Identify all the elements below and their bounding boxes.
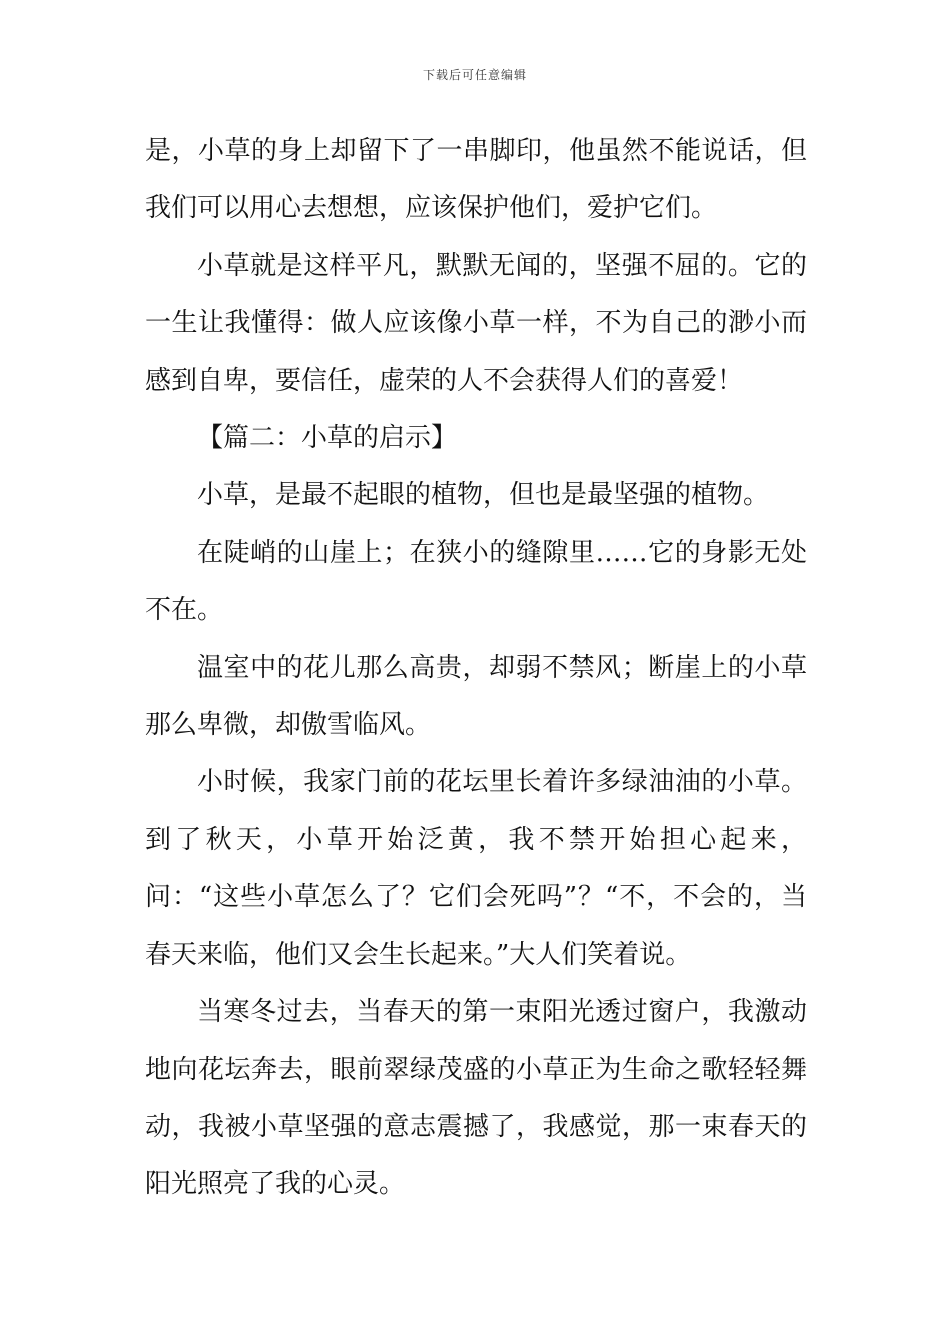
paragraph-3: 小草，是最不起眼的植物，但也是最坚强的植物。 (197, 480, 770, 511)
paragraph-6: 小时候，我家门前的花坛里长着许多绿油油的小草。到了秋天，小草开始泛黄，我不禁开始担心起来，问：“这些小草怎么了？它们会死吗”？“不，不会的，当春天来临，他们又会生长起来。”大人们笑着说。 (145, 767, 807, 970)
document-body (145, 123, 807, 1214)
paragraph-7: 当寒冬过去，当春天的第一束阳光透过窗户，我激动地向花坛奔去，眼前翠绿茂盛的小草正为生命之歌轻轻舞动，我被小草坚强的意志震撼了，我感觉，那一束春天的阳光照亮了我的心灵。 (145, 997, 807, 1200)
paragraph-4: 在陡峭的山崖上；在狭小的缝隙里……它的身影无处不在。 (145, 537, 807, 626)
section-heading: 【篇二：小草的启示】 (197, 423, 458, 454)
paragraph-1: 是，小草的身上却留下了一串脚印，他虽然不能说话，但我们可以用心去想想，应该保护他们，爱护它们。 (145, 136, 807, 224)
paragraph-5: 温室中的花儿那么高贵，却弱不禁风；断崖上的小草那么卑微，却傲雪临风。 (145, 652, 807, 741)
paragraph-2: 小草就是这样平凡，默默无闻的，坚强不屈的。它的一生让我懂得：做人应该像小草一样，不为自己的渺小而感到自卑，要信任，虚荣的人不会获得人们的喜爱！ (145, 250, 807, 396)
page-header: 下载后可任意编辑 (422, 68, 527, 82)
